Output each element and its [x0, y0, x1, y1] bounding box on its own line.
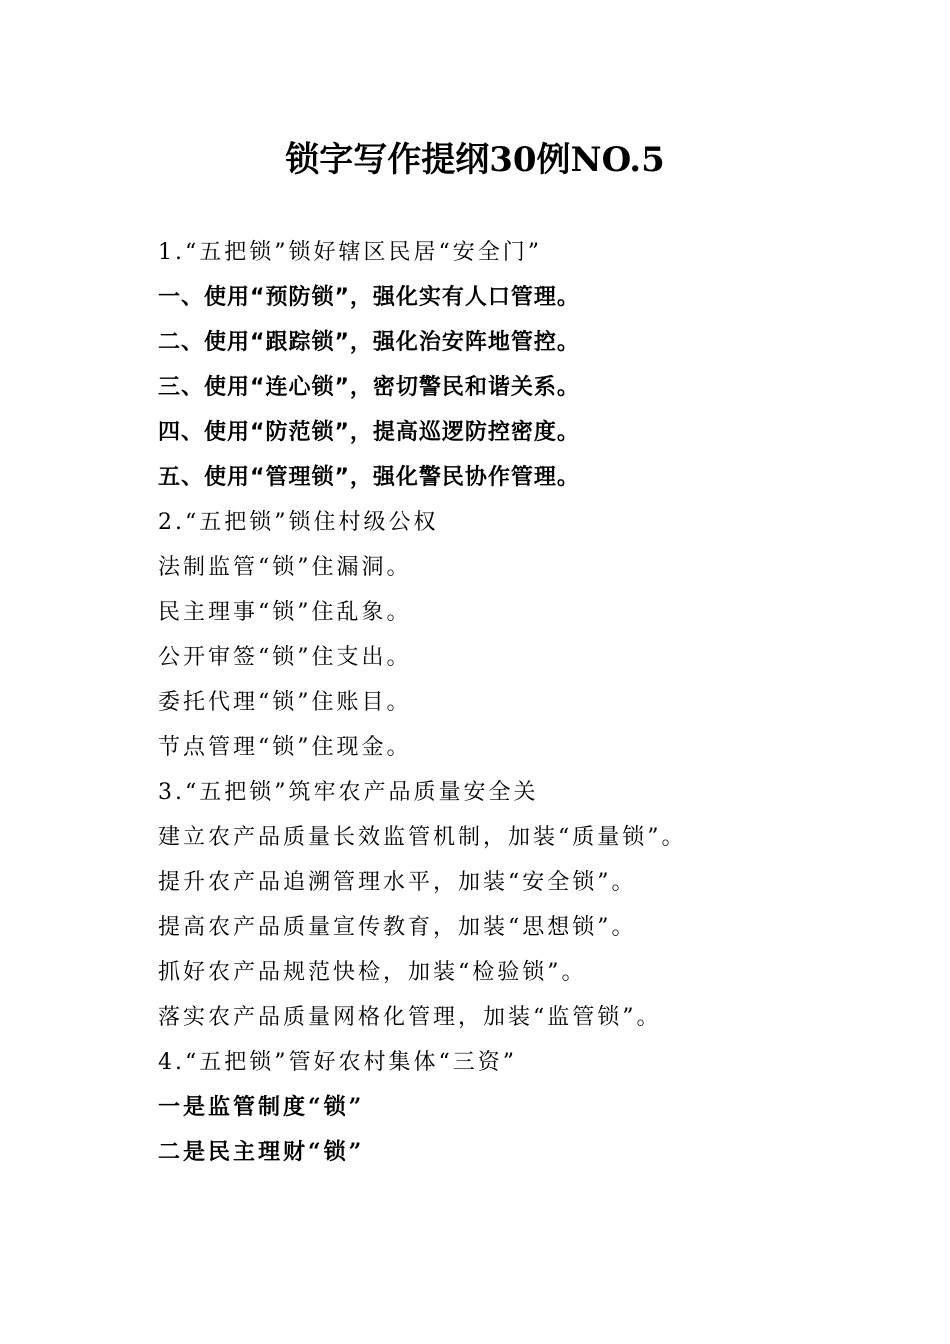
list-item: 三、使用“连心锁”，密切警民和谐关系。 — [158, 375, 580, 400]
list-item: 节点管理“锁”住现金。 — [158, 735, 412, 760]
page-title: 锁字写作提纲30例NO.5 — [285, 140, 665, 180]
list-item: 建立农产品质量长效监管机制，加装“质量锁”。 — [158, 825, 687, 850]
list-item: 一是监管制度“锁” — [158, 1094, 365, 1120]
list-item: 一、使用“预防锁”，强化实有人口管理。 — [158, 285, 580, 310]
list-item: 落实农产品质量网格化管理，加装“监管锁”。 — [158, 1005, 662, 1030]
list-item: 抓好农产品规范快检，加装“检验锁”。 — [158, 960, 587, 985]
list-item: 五、使用“管理锁”，强化警民协作管理。 — [158, 465, 580, 490]
section-heading-2: 2.“五把锁”锁住村级公权 — [158, 510, 439, 535]
list-item: 公开审签“锁”住支出。 — [158, 645, 412, 670]
section-heading-3: 3.“五把锁”筑牢农产品质量安全关 — [158, 780, 539, 805]
section-heading-1: 1.“五把锁”锁好辖区民居“安全门” — [158, 240, 542, 265]
list-item: 民主理事“锁”住乱象。 — [158, 600, 412, 625]
section-heading-4: 4.“五把锁”管好农村集体“三资” — [158, 1050, 517, 1075]
list-item: 提升农产品追溯管理水平，加装“安全锁”。 — [158, 870, 637, 895]
list-item: 法制监管“锁”住漏洞。 — [158, 555, 412, 580]
list-item: 提高农产品质量宣传教育，加装“思想锁”。 — [158, 915, 637, 940]
list-item: 委托代理“锁”住账目。 — [158, 690, 412, 715]
document-body — [158, 230, 918, 1175]
list-item: 二是民主理财“锁” — [158, 1139, 365, 1165]
list-item: 二、使用“跟踪锁”，强化治安阵地管控。 — [158, 330, 580, 355]
list-item: 四、使用“防范锁”，提高巡逻防控密度。 — [158, 420, 580, 445]
